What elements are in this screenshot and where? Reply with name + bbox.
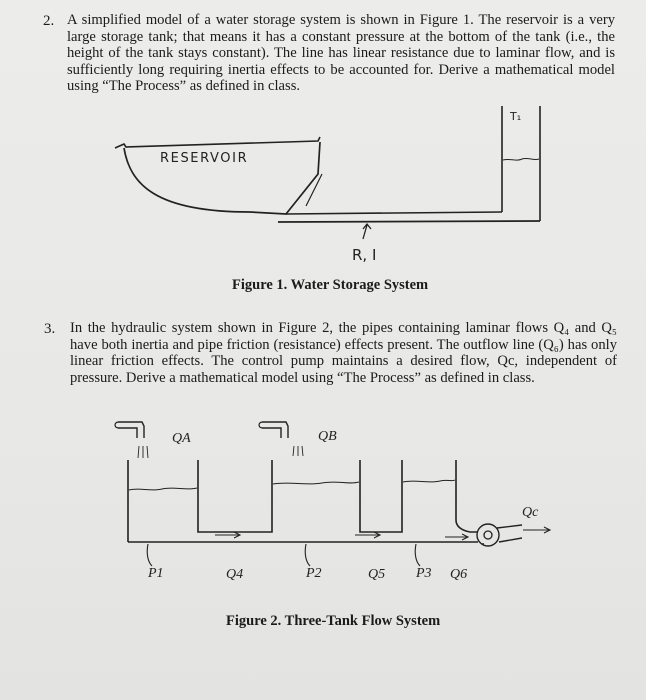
label-q6: Q6 bbox=[450, 567, 468, 582]
label-p3: P3 bbox=[416, 566, 432, 581]
tank-label: T₁ bbox=[510, 110, 522, 123]
label-qa: QA bbox=[172, 431, 191, 446]
label-q5: Q5 bbox=[368, 567, 386, 582]
problem-2-number: 2. bbox=[43, 13, 55, 29]
problem-3-text: In the hydraulic system shown in Figure 2, the pipes containing laminar flows Q₄ and Q₅ have both inertia and pipe friction (resistance) effects present. The outflow line (Q₆) has only linear friction effects. The control pump maintains a desired flow, Qc, independent of pressure. Derive a mathematical model using “The Process” as defined in class. bbox=[70, 320, 617, 386]
problem-2-text: A simplified model of a water storage system is shown in Figure 1. The reservoir is a very large storage tank; that means it has a constant pressure at the bottom of the tank (i.e., the height of the tank stays constant). The line has linear resistance due to laminar flow, and is sufficiently long requiring inertia effects to be accounted for. Derive a mathematical model using “The Process” as defined in class. bbox=[67, 12, 615, 95]
line-label: R, I bbox=[352, 246, 377, 264]
label-qc: Qc bbox=[522, 505, 539, 520]
reservoir-label: RESERVOIR bbox=[160, 151, 249, 166]
label-q4: Q4 bbox=[226, 567, 244, 582]
label-qb: QB bbox=[318, 429, 337, 444]
problem-3-number: 3. bbox=[44, 321, 56, 337]
figure-2-caption: Figure 2. Three-Tank Flow System bbox=[226, 613, 441, 629]
figure-1-caption: Figure 1. Water Storage System bbox=[232, 277, 429, 293]
label-p2: P2 bbox=[306, 566, 322, 581]
figure-1-water-storage-diagram bbox=[110, 104, 550, 284]
figure-2-three-tank-diagram bbox=[110, 420, 570, 590]
label-p1: P1 bbox=[148, 566, 164, 581]
